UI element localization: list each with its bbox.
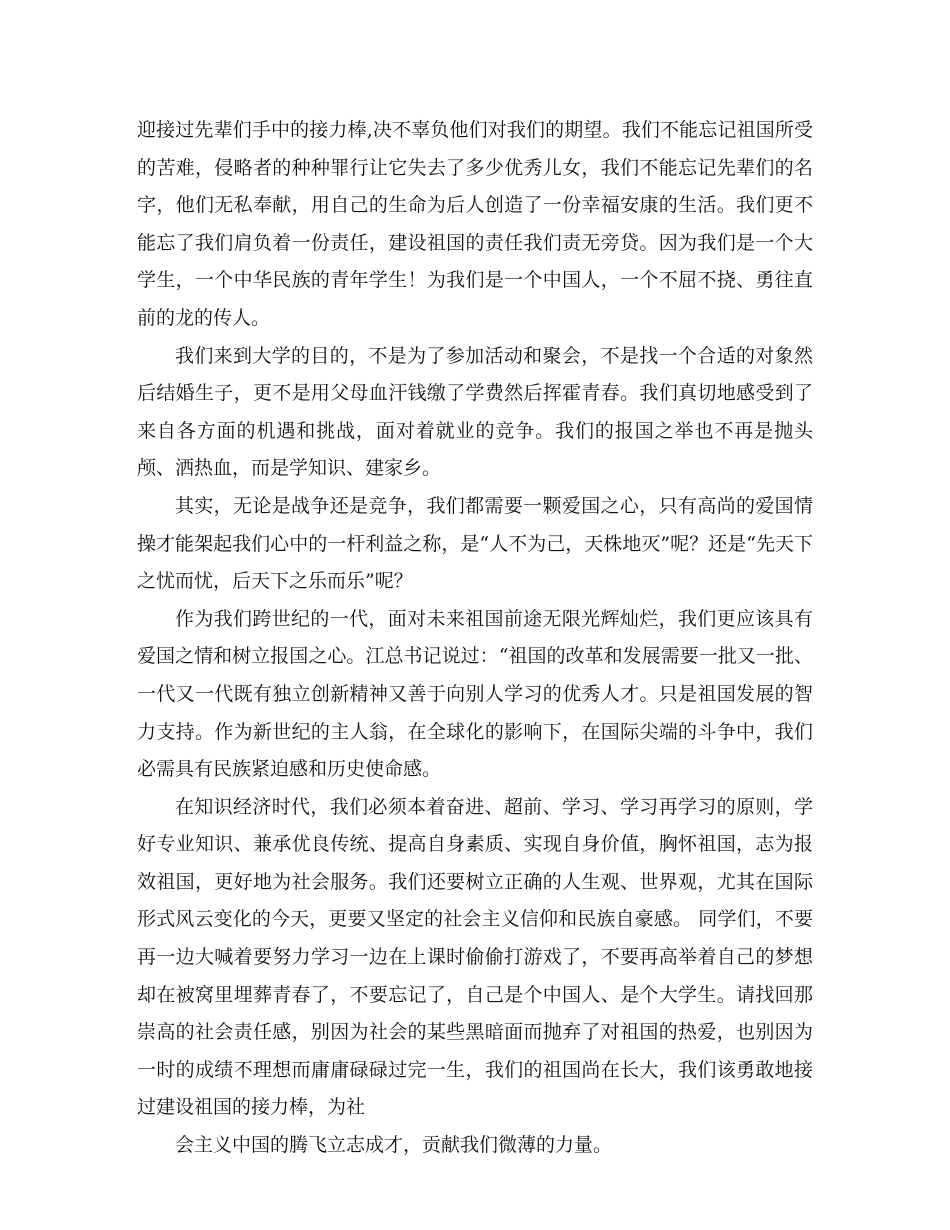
document-body bbox=[137, 112, 813, 1165]
paragraph-5: 在知识经济时代，我们必须本着奋进、超前、学习、学习再学习的原则，学好专业知识、兼承优良传统、提高自身素质、实现自身价值，胸怀祖国，志为报效祖国，更好地为社会服务。我们还要树立正确的人生观、世界观，尤其在国际形式风云变化的今天，更要又坚定的社会主义信仰和民族自豪感。 同学们，不要再一边大喊着要努力学习一边在上课时偷偷打游戏了，不要再高举着自己的梦想却在被窝里埋葬青春了，不要忘记了，自己是个中国人、是个大学生。请找回那崇高的社会责任感，别因为社会的某些黑暗面而抛弃了对祖国的热爱，也别因为一时的成绩不理想而庸庸碌碌过完一生，我们的祖国尚在长大，我们该勇敢地接过建设祖国的接力棒，为社 bbox=[137, 795, 813, 1119]
paragraph-1: 迎接过先辈们手中的接力棒,决不辜负他们对我们的期望。我们不能忘记祖国所受的苦难，侵略者的种种罪行让它失去了多少优秀儿女，我们不能忘记先辈们的名字，他们无私奉献，用自己的生命为后人创造了一份幸福安康的生活。我们更不能忘了我们肩负着一份责任，建设祖国的责任我们责无旁贷。因为我们是一个大学生，一个中华民族的青年学生！为我们是一个中国人，一个不屈不挠、勇往直前的龙的传人。 bbox=[137, 119, 813, 329]
paragraph-4: 作为我们跨世纪的一代，面对未来祖国前途无限光辉灿烂，我们更应该具有爱国之情和树立报国之心。江总书记说过：“祖国的改革和发展需要一批又一批、一代又一代既有独立创新精神又善于向别人学习的优秀人才。只是祖国发展的智力支持。作为新世纪的主人翁，在全球化的影响下，在国际尖端的斗争中，我们 必需具有民族紧迫感和历史使命感。 bbox=[137, 607, 813, 781]
paragraph-6: 会主义中国的腾飞立志成才，贡献我们微薄的力量。 bbox=[175, 1134, 613, 1157]
paragraph-3: 其实，无论是战争还是竞争，我们都需要一颗爱国之心，只有高尚的爱国情操才能架起我们心中的一杆利益之称，是“人不为己，天株地灭”呢？还是“先天下之忧而忧，后天下之乐而乐”呢？ bbox=[137, 494, 813, 593]
paragraph-2: 我们来到大学的目的，不是为了参加活动和聚会，不是找一个合适的对象然后结婚生子，更不是用父母血汗钱缴了学费然后挥霍青春。我们真切地感受到了来自各方面的机遇和挑战，面对着就业的竞争。我们的报国之举也不再是抛头颅、洒热血，而是学知识、建家乡。 bbox=[137, 344, 813, 480]
